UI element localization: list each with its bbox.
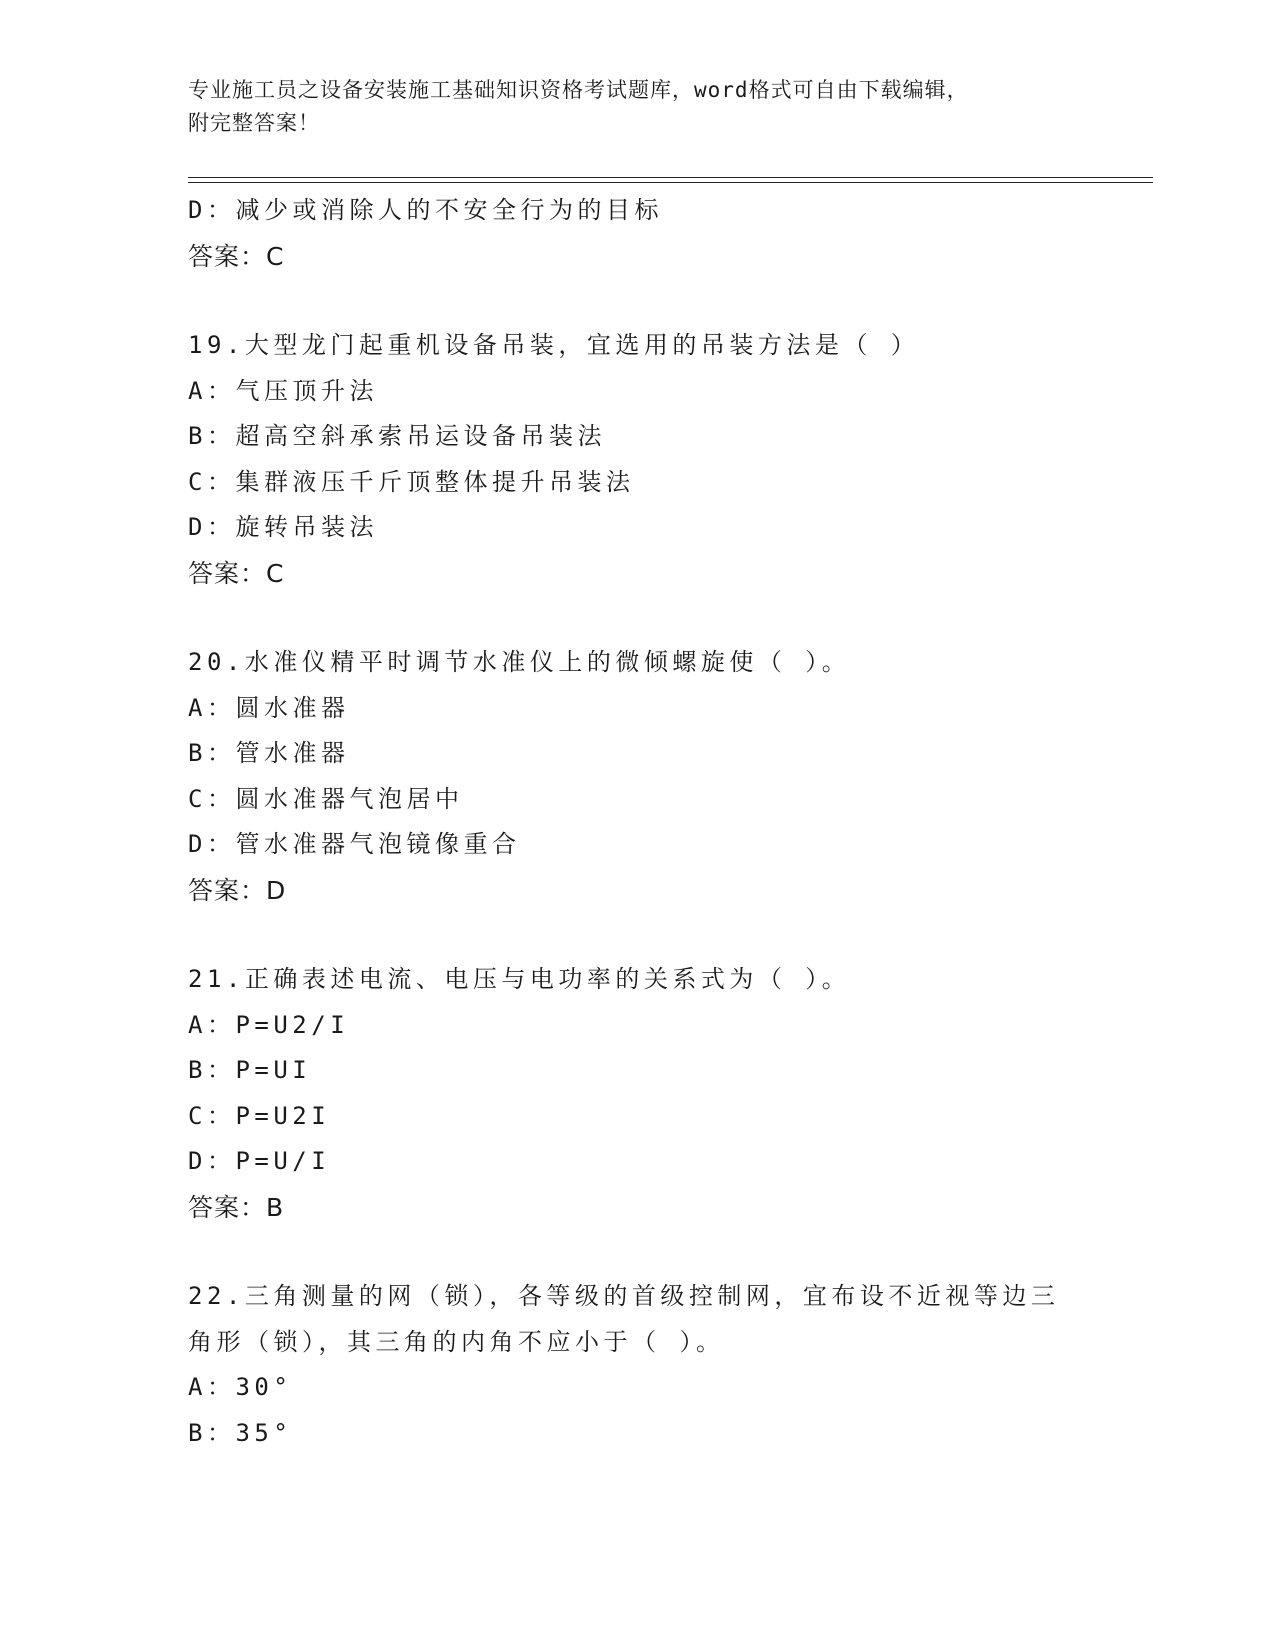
header-divider-top [188,177,1153,178]
option-b: B：P=UI [188,1056,312,1084]
option-a: A：30° [188,1373,293,1401]
option-c: C：P=U2I [188,1101,331,1130]
question-21 [188,957,1153,1230]
option-c: C：圆水准器气泡居中 [188,784,464,813]
option-c: C：集群液压千斤顶整体提升吊装法 [188,467,635,496]
answer: 答案：C [188,558,285,588]
question-list [188,188,1153,1456]
header-line-2: 附完整答案！ [188,111,320,135]
answer: 答案：B [188,1192,285,1222]
option-b: B：管水准器 [188,739,350,767]
question-stem: 21.正确表述电流、电压与电功率的关系式为（ ）。 [188,965,851,993]
document-header [188,74,1088,140]
option-d: D：管水准器气泡镜像重合 [188,830,521,858]
option-a: A：气压顶升法 [188,376,378,405]
answer: 答案：C [188,241,285,271]
option-a: A：P=U2/I [188,1010,350,1039]
question-stem-line-2: 角形（锁），其三角的内角不应小于（ ）。 [188,1327,725,1356]
answer: 答案：D [188,875,287,905]
option-a: A：圆水准器 [188,693,350,722]
question-22 [188,1274,1153,1456]
header-line-1: 专业施工员之设备安装施工基础知识资格考试题库，word格式可自由下载编辑， [188,78,969,102]
question-stem: 20.水准仪精平时调节水准仪上的微倾螺旋使（ ）。 [188,648,851,676]
option-d: D：减少或消除人的不安全行为的目标 [188,196,663,224]
header-divider-bottom [188,182,1153,183]
option-d: D：P=U/I [188,1147,331,1175]
question-20 [188,640,1153,913]
option-b: B：超高空斜承索吊运设备吊装法 [188,422,606,450]
question-stem: 19.大型龙门起重机设备吊装，宜选用的吊装方法是（ ） [188,331,920,359]
question-19 [188,323,1153,596]
option-b: B：35° [188,1418,293,1447]
option-d: D：旋转吊装法 [188,513,378,541]
question-stem-line-1: 22.三角测量的网（锁），各等级的首级控制网，宜布设不近视等边三 [188,1282,1060,1310]
